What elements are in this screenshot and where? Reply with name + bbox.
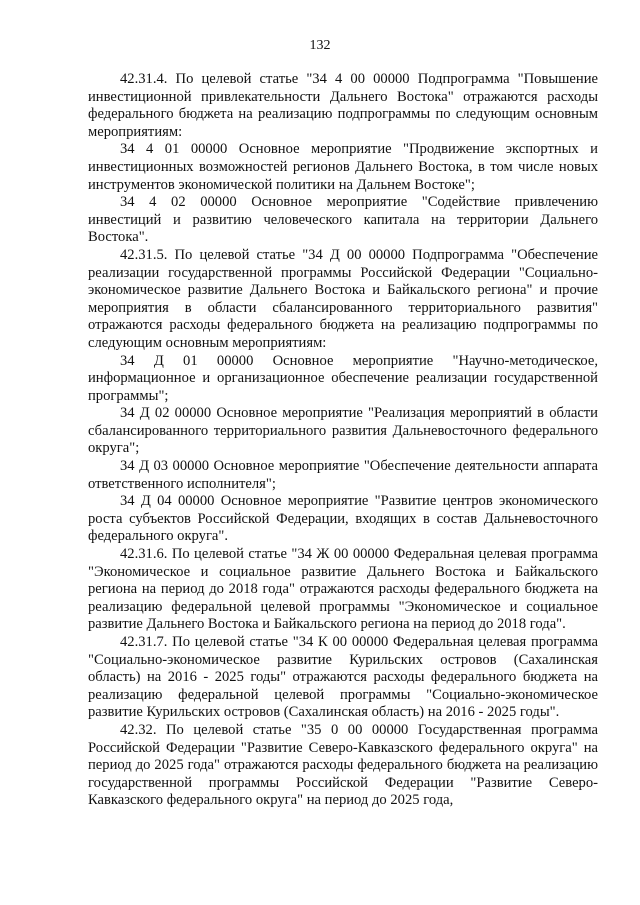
page-number: 132	[309, 38, 331, 53]
paragraph-34-d-03: 34 Д 03 00000 Основное мероприятие "Обеспечение деятельности аппарата ответственного исполнителя";	[88, 458, 598, 492]
paragraph-42-31-7: 42.31.7. По целевой статье "34 К 00 00000 Федеральная целевая программа "Социально-экономическое развитие Курильских островов (Сахалинская область) на 2016 - 2025 годы" отражаются расходы федерального бюджета на реализацию федеральной целевой программы "Социально-экономическое развитие Курильских островов (Сахалинская область) на 2016 - 2025 годы".	[88, 634, 598, 721]
paragraph-42-31-4: 42.31.4. По целевой статье "34 4 00 00000 Подпрограмма "Повышение инвестиционной привлекательности Дальнего Востока" отражаются расходы федерального бюджета на реализацию подпрограммы по следующим основным мероприятиям:	[88, 71, 598, 140]
paragraph-42-31-6: 42.31.6. По целевой статье "34 Ж 00 00000 Федеральная целевая программа "Экономическое и социальное развитие Дальнего Востока и Байкальского региона на период до 2018 года" отражаются расходы федерального бюджета на реализацию федеральной целевой программы "Экономическое и социальное развитие Дальнего Востока и Байкальского региона на период до 2018 года".	[88, 546, 598, 633]
paragraph-42-31-5: 42.31.5. По целевой статье "34 Д 00 00000 Подпрограмма "Обеспечение реализации государственной программы Российской Федерации "Социально-экономическое развитие Дальнего Востока и Байкальского региона" и прочие мероприятия в области сбалансированного территориального развития" отражаются расходы федерального бюджета на реализацию подпрограммы по следующим основным мероприятиям:	[88, 246, 598, 351]
paragraph-34-4-02: 34 4 02 00000 Основное мероприятие "Содействие привлечению инвестиций и развитию человеческого капитала на территории Дальнего Востока".	[88, 194, 598, 246]
paragraph-34-4-01: 34 4 01 00000 Основное мероприятие "Продвижение экспортных и инвестиционных возможностей регионов Дальнего Востока, в том числе новых инструментов экономической политики на Дальнем Востоке";	[88, 141, 598, 193]
paragraph-34-d-01: 34 Д 01 00000 Основное мероприятие "Научно-методическое, информационное и организационное обеспечение реализации государственной программы";	[88, 352, 598, 404]
document-body	[88, 71, 598, 810]
paragraph-42-32: 42.32. По целевой статье "35 0 00 00000 Государственная программа Российской Федерации "Развитие Северо-Кавказского федерального округа" на период до 2025 года" отражаются расходы федерального бюджета на реализацию государственной программы Российской Федерации "Развитие Северо-Кавказского федерального округа" на период до 2025 года,	[88, 721, 598, 809]
paragraph-34-d-04: 34 Д 04 00000 Основное мероприятие "Развитие центров экономического роста субъектов Российской Федерации, входящих в состав Дальневосточного федерального округа".	[88, 493, 598, 545]
paragraph-34-d-02: 34 Д 02 00000 Основное мероприятие "Реализация мероприятий в области сбалансированного территориального развития Дальневосточного федерального округа";	[88, 405, 598, 457]
